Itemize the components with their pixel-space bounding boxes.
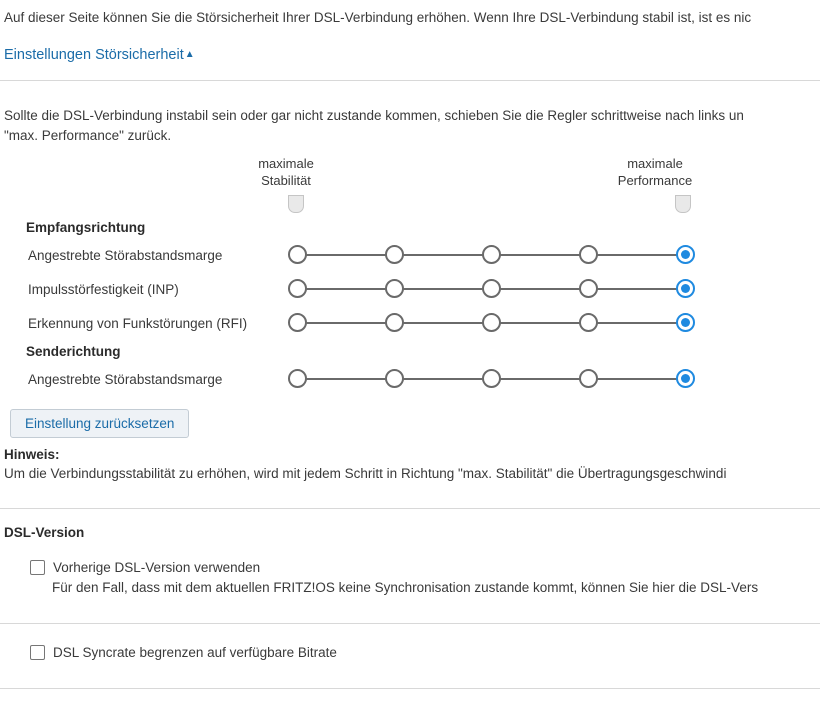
slider-step-0[interactable]: [288, 369, 307, 388]
dsl-version-title: DSL-Version: [4, 525, 85, 540]
slider-rfi[interactable]: [288, 313, 692, 333]
group-label-receive: Empfangsrichtung: [26, 220, 146, 235]
slider-step-2[interactable]: [482, 245, 501, 264]
slider-step-3[interactable]: [579, 279, 598, 298]
settings-section-toggle[interactable]: [4, 47, 195, 63]
previous-dsl-version-description: Für den Fall, dass mit dem aktuellen FRITZ!OS keine Synchronisation zustande kommt, können Sie hier die DSL-Vers: [52, 580, 759, 595]
divider-top: [0, 80, 820, 81]
row-label-rfi: Erkennung von Funkstörungen (RFI): [28, 316, 248, 331]
checkbox-row-limit-syncrate[interactable]: [30, 645, 337, 660]
slider-step-1[interactable]: [385, 369, 404, 388]
slider-step-1[interactable]: [385, 279, 404, 298]
slider-step-1[interactable]: [385, 313, 404, 332]
column-header-performance: [595, 155, 715, 189]
slider-step-2[interactable]: [482, 369, 501, 388]
slider-step-2[interactable]: [482, 279, 501, 298]
column-header-stability-line1: maximale: [258, 156, 314, 171]
slider-send-snr-margin[interactable]: [288, 369, 692, 389]
slider-receive-snr-margin[interactable]: [288, 245, 692, 265]
slider-step-4[interactable]: [676, 369, 695, 388]
description-line-2: "max. Performance" zurück.: [4, 128, 172, 143]
slider-step-3[interactable]: [579, 313, 598, 332]
row-label-receive-snr-margin: Angestrebte Störabstandsmarge: [28, 248, 223, 263]
limit-syncrate-label: DSL Syncrate begrenzen auf verfügbare Bitrate: [53, 645, 337, 660]
intro-text: Auf dieser Seite können Sie die Störsicherheit Ihrer DSL-Verbindung erhöhen. Wenn Ihre DSL-Verbindung stabil ist, ist es nic: [4, 10, 752, 25]
previous-dsl-version-checkbox[interactable]: [30, 560, 45, 575]
divider-lower: [0, 623, 820, 624]
slider-handle-performance[interactable]: [675, 195, 691, 213]
column-header-stability: [226, 155, 346, 189]
description-line-1: Sollte die DSL-Verbindung instabil sein oder gar nicht zustande kommen, schieben Sie die Regler schrittweise nach links un: [4, 108, 744, 123]
previous-dsl-version-label: Vorherige DSL-Version verwenden: [53, 560, 261, 575]
slider-handle-stability[interactable]: [288, 195, 304, 213]
column-header-stability-line2: Stabilität: [261, 173, 311, 188]
group-label-send: Senderichtung: [26, 344, 121, 359]
description-paragraph: [4, 106, 820, 146]
slider-step-0[interactable]: [288, 279, 307, 298]
divider-middle: [0, 508, 820, 509]
slider-step-0[interactable]: [288, 313, 307, 332]
column-header-performance-line2: Performance: [617, 173, 693, 188]
settings-section-label: Einstellungen Störsicherheit: [4, 47, 184, 63]
slider-step-4[interactable]: [676, 313, 695, 332]
slider-step-2[interactable]: [482, 313, 501, 332]
hint-text: Um die Verbindungsstabilität zu erhöhen, wird mit jedem Schritt in Richtung "max. Stabilität" die Übertragungsgeschwindi: [4, 466, 727, 481]
slider-step-4[interactable]: [676, 245, 695, 264]
slider-inp[interactable]: [288, 279, 692, 299]
slider-step-0[interactable]: [288, 245, 307, 264]
row-label-inp: Impulsstörfestigkeit (INP): [28, 282, 179, 297]
limit-syncrate-checkbox[interactable]: [30, 645, 45, 660]
column-header-performance-line1: maximale: [627, 156, 683, 171]
slider-step-3[interactable]: [579, 369, 598, 388]
slider-step-4[interactable]: [676, 279, 695, 298]
reset-settings-button[interactable]: Einstellung zurücksetzen: [10, 409, 189, 438]
slider-step-3[interactable]: [579, 245, 598, 264]
checkbox-row-previous-dsl-version[interactable]: [30, 560, 260, 575]
row-label-send-snr-margin: Angestrebte Störabstandsmarge: [28, 372, 223, 387]
slider-step-1[interactable]: [385, 245, 404, 264]
divider-bottom: [0, 688, 820, 689]
hint-title: Hinweis:: [4, 447, 60, 462]
chevron-up-icon: ▲: [184, 49, 195, 60]
